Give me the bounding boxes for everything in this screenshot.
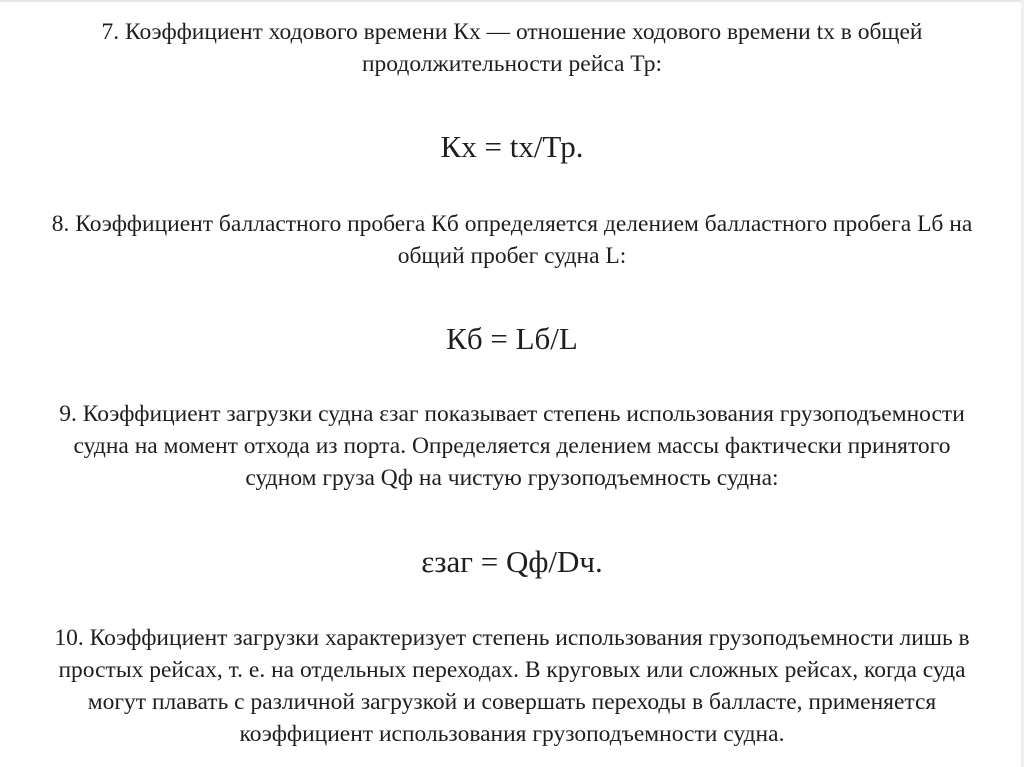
formula-ballast-run-coefficient: Кб = Lб/L bbox=[446, 321, 578, 356]
paragraph-10-capacity-utilization: 10. Коэффициент загрузки характеризует степень использования грузоподъемности лишь в простых рейсах, т. е. на отдельных переходах. В круговых или сложных рейсах, когда суда могут плавать с различной загрузкой и совершать переходы в балласте, применяется коэффициент использования грузоподъемности судна. bbox=[54, 625, 970, 747]
paragraph-7-running-time-coefficient: 7. Коэффициент ходового времени Кх — отношение ходового времени tх в общей продолжительности рейса Тр: bbox=[101, 19, 923, 77]
paragraph-8-ballast-run-coefficient: 8. Коэффициент балластного пробега Кб определяется делением балластного пробега Lб на общий пробег судна L: bbox=[51, 211, 973, 269]
slide-top-border bbox=[0, 0, 1024, 2]
paragraph-9-load-coefficient: 9. Коэффициент загрузки судна εзаг показывает степень использования грузоподъемности судна на момент отхода из порта. Определяется делением массы фактически принятого судном груза Qф на чистую грузоподъемность судна: bbox=[59, 401, 965, 491]
formula-running-time-coefficient: Кх = tх/Тр. bbox=[440, 129, 584, 164]
formula-load-coefficient: εзаг = Qф/Dч. bbox=[421, 544, 603, 579]
